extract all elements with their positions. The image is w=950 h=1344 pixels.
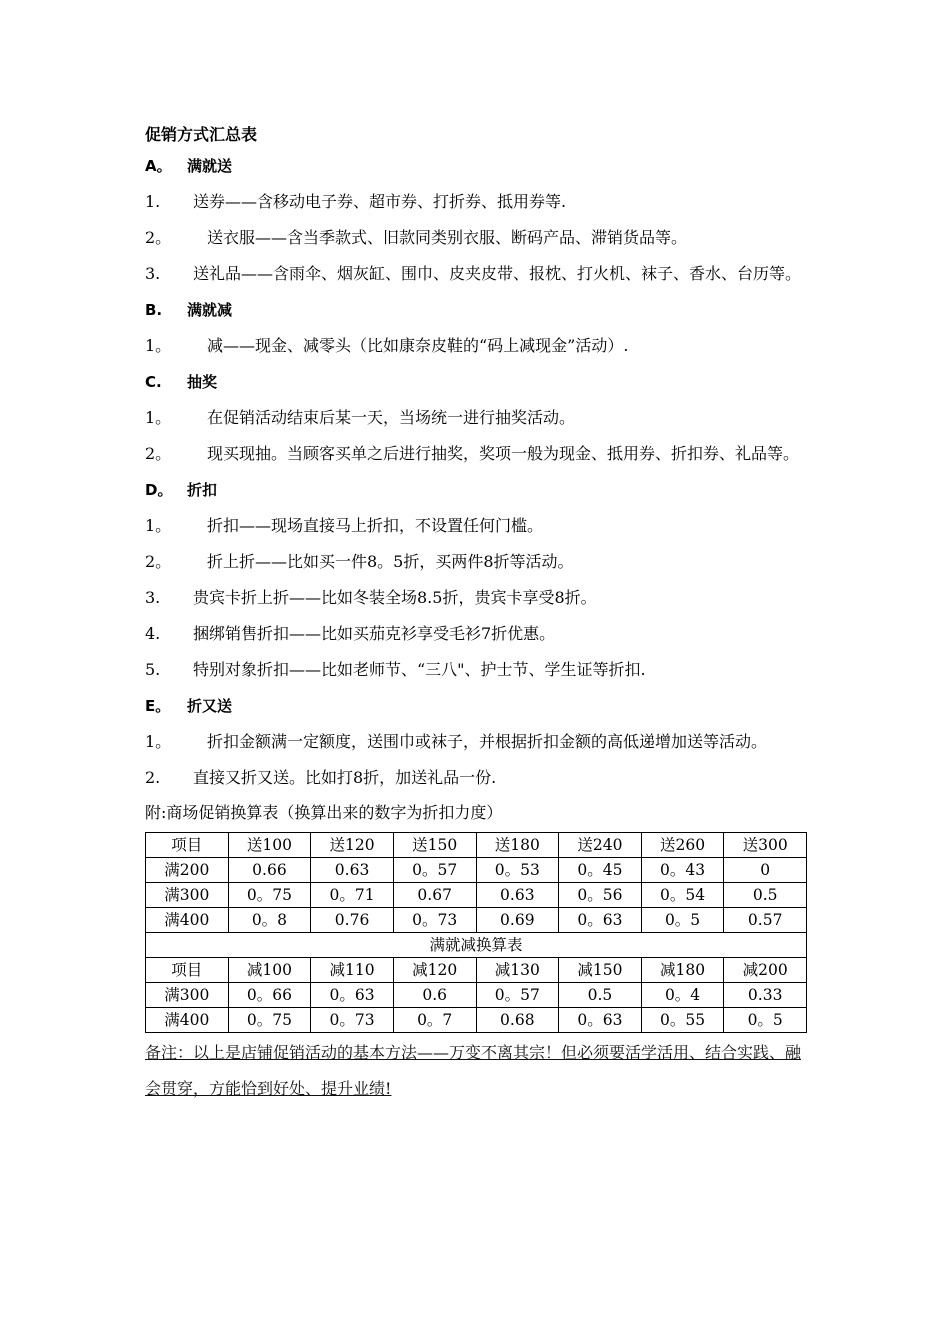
table-header-cell: 减130 — [476, 958, 559, 983]
list-item-number: 1。 — [145, 516, 172, 535]
list-item-number: 1. — [145, 192, 161, 211]
section-letter: D。 — [145, 481, 173, 499]
document-page — [145, 122, 807, 1107]
table-cell: 0。53 — [476, 858, 559, 883]
table-cell: 0。8 — [228, 908, 311, 933]
table-header-cell: 减110 — [311, 958, 394, 983]
table-cell: 0.76 — [311, 908, 394, 933]
list-item — [145, 508, 807, 544]
list-item-text: 捆绑销售折扣——比如买茄克衫享受毛衫7折优惠。 — [193, 624, 556, 643]
list-item — [145, 400, 807, 436]
table-row — [146, 1008, 807, 1033]
section-heading-text: 满就减 — [187, 301, 233, 319]
list-item-number: 1。 — [145, 336, 172, 355]
list-item — [145, 724, 807, 760]
section-letter: B. — [145, 301, 163, 319]
subtable-title: 满就减换算表 — [146, 933, 807, 958]
table-cell: 0。55 — [641, 1008, 724, 1033]
table-cell: 满400 — [146, 1008, 229, 1033]
section-heading — [145, 152, 807, 180]
table-intro: 附:商场促销换算表（换算出来的数字为折扣力度） — [145, 803, 503, 822]
table-cell: 0。66 — [228, 983, 311, 1008]
table-row — [146, 883, 807, 908]
list-item — [145, 436, 807, 472]
table-cell: 0.66 — [228, 858, 311, 883]
list-item-text: 特别对象折扣——比如老师节、“三八"、护士节、学生证等折扣. — [193, 660, 646, 679]
table-cell: 0.5 — [559, 983, 642, 1008]
section-heading — [145, 692, 807, 720]
table-cell: 0.5 — [724, 883, 807, 908]
table-cell: 0。45 — [559, 858, 642, 883]
list-item-number: 3. — [145, 588, 161, 607]
section-heading-text: 抽奖 — [187, 373, 218, 391]
table-cell: 0。7 — [393, 1008, 476, 1033]
list-item-number: 1。 — [145, 732, 172, 751]
table-cell: 0.67 — [393, 883, 476, 908]
table-cell: 0。57 — [393, 858, 476, 883]
table-cell: 0。63 — [559, 1008, 642, 1033]
table-header-cell: 项目 — [146, 833, 229, 858]
table-cell: 0。71 — [311, 883, 394, 908]
list-item — [145, 616, 807, 652]
list-item — [145, 544, 807, 580]
list-item-text: 送礼品——含雨伞、烟灰缸、围巾、皮夹皮带、报枕、打火机、袜子、香水、台历等。 — [193, 264, 802, 283]
list-item-number: 1。 — [145, 408, 172, 427]
table-cell: 0 — [724, 858, 807, 883]
table-header-cell: 送240 — [559, 833, 642, 858]
table-cell: 0。73 — [393, 908, 476, 933]
list-item-text: 现买现抽。当顾客买单之后进行抽奖，奖项一般为现金、抵用券、折扣券、礼品等。 — [207, 444, 800, 463]
list-item — [145, 760, 807, 796]
table-cell: 0。54 — [641, 883, 724, 908]
section-letter: A。 — [145, 157, 172, 175]
table-header-row — [146, 833, 807, 858]
section-heading-text: 折扣 — [187, 481, 218, 499]
table-cell: 满200 — [146, 858, 229, 883]
table-row — [146, 983, 807, 1008]
table-header-cell: 项目 — [146, 958, 229, 983]
list-item-text: 折扣金额满一定额度，送围巾或袜子，并根据折扣金额的高低递增加送等活动。 — [207, 732, 768, 751]
list-item-text: 折扣——现场直接马上折扣，不设置任何门槛。 — [207, 516, 544, 535]
section-heading-text: 折又送 — [187, 697, 233, 715]
table-header-cell: 减200 — [724, 958, 807, 983]
list-item — [145, 184, 807, 220]
table-header-cell: 送120 — [311, 833, 394, 858]
list-item — [145, 328, 807, 364]
section-heading — [145, 296, 807, 324]
list-item-number: 2。 — [145, 444, 172, 463]
sections-container — [145, 152, 807, 796]
table-title-row — [146, 933, 807, 958]
conversion-table — [145, 832, 807, 1033]
table-cell: 0。75 — [228, 1008, 311, 1033]
table-cell: 0。63 — [559, 908, 642, 933]
table-cell: 满400 — [146, 908, 229, 933]
table-header-row — [146, 958, 807, 983]
table-cell: 0。5 — [724, 1008, 807, 1033]
table-header-cell: 减150 — [559, 958, 642, 983]
table-row — [146, 858, 807, 883]
remark-note: 备注：以上是店铺促销活动的基本方法——万变不离其宗！但必须要活学活用、结合实践、融会贯穿，方能恰到好处、提升业绩! — [145, 1043, 802, 1098]
section-letter: E。 — [145, 697, 171, 715]
section-heading — [145, 368, 807, 396]
list-item-text: 减——现金、减零头（比如康奈皮鞋的“码上减现金”活动）. — [207, 336, 629, 355]
table-cell: 0。57 — [476, 983, 559, 1008]
list-item-number: 3. — [145, 264, 161, 283]
table-cell: 0。5 — [641, 908, 724, 933]
list-item-text: 送衣服——含当季款式、旧款同类别衣服、断码产品、滞销货品等。 — [207, 228, 688, 247]
table-cell: 0.63 — [311, 858, 394, 883]
list-item-number: 2。 — [145, 228, 172, 247]
table-header-cell: 送100 — [228, 833, 311, 858]
table-cell: 满300 — [146, 983, 229, 1008]
list-item — [145, 220, 807, 256]
list-item-text: 贵宾卡折上折——比如冬装全场8.5折，贵宾卡享受8折。 — [193, 588, 597, 607]
list-item — [145, 256, 807, 292]
table-cell: 0.6 — [393, 983, 476, 1008]
table-header-cell: 送150 — [393, 833, 476, 858]
table-cell: 0.57 — [724, 908, 807, 933]
table-cell: 0。56 — [559, 883, 642, 908]
table-cell: 0。43 — [641, 858, 724, 883]
list-item-number: 2。 — [145, 552, 172, 571]
table-header-cell: 减100 — [228, 958, 311, 983]
table-header-cell: 送300 — [724, 833, 807, 858]
table-cell: 0.69 — [476, 908, 559, 933]
list-item-text: 折上折——比如买一件8。5折，买两件8折等活动。 — [207, 552, 574, 571]
table-cell: 0.68 — [476, 1008, 559, 1033]
list-item-number: 5. — [145, 660, 161, 679]
table-cell: 0。4 — [641, 983, 724, 1008]
list-item-text: 在促销活动结束后某一天，当场统一进行抽奖活动。 — [207, 408, 576, 427]
list-item-number: 4. — [145, 624, 161, 643]
table-cell: 0。75 — [228, 883, 311, 908]
table-header-cell: 减120 — [393, 958, 476, 983]
table-cell: 满300 — [146, 883, 229, 908]
list-item-number: 2. — [145, 768, 161, 787]
list-item — [145, 580, 807, 616]
table-row — [146, 908, 807, 933]
table-cell: 0.63 — [476, 883, 559, 908]
list-item-text: 送券——含移动电子券、超市券、打折券、抵用券等. — [193, 192, 567, 211]
list-item-text: 直接又折又送。比如打8折，加送礼品一份. — [193, 768, 497, 787]
table-header-cell: 送180 — [476, 833, 559, 858]
list-item — [145, 652, 807, 688]
section-letter: C. — [145, 373, 162, 391]
section-heading — [145, 476, 807, 504]
section-heading-text: 满就送 — [187, 157, 233, 175]
table-header-cell: 减180 — [641, 958, 724, 983]
table-header-cell: 送260 — [641, 833, 724, 858]
table-cell: 0。63 — [311, 983, 394, 1008]
table-cell: 0。73 — [311, 1008, 394, 1033]
table-cell: 0.33 — [724, 983, 807, 1008]
document-title: 促销方式汇总表 — [145, 125, 258, 144]
